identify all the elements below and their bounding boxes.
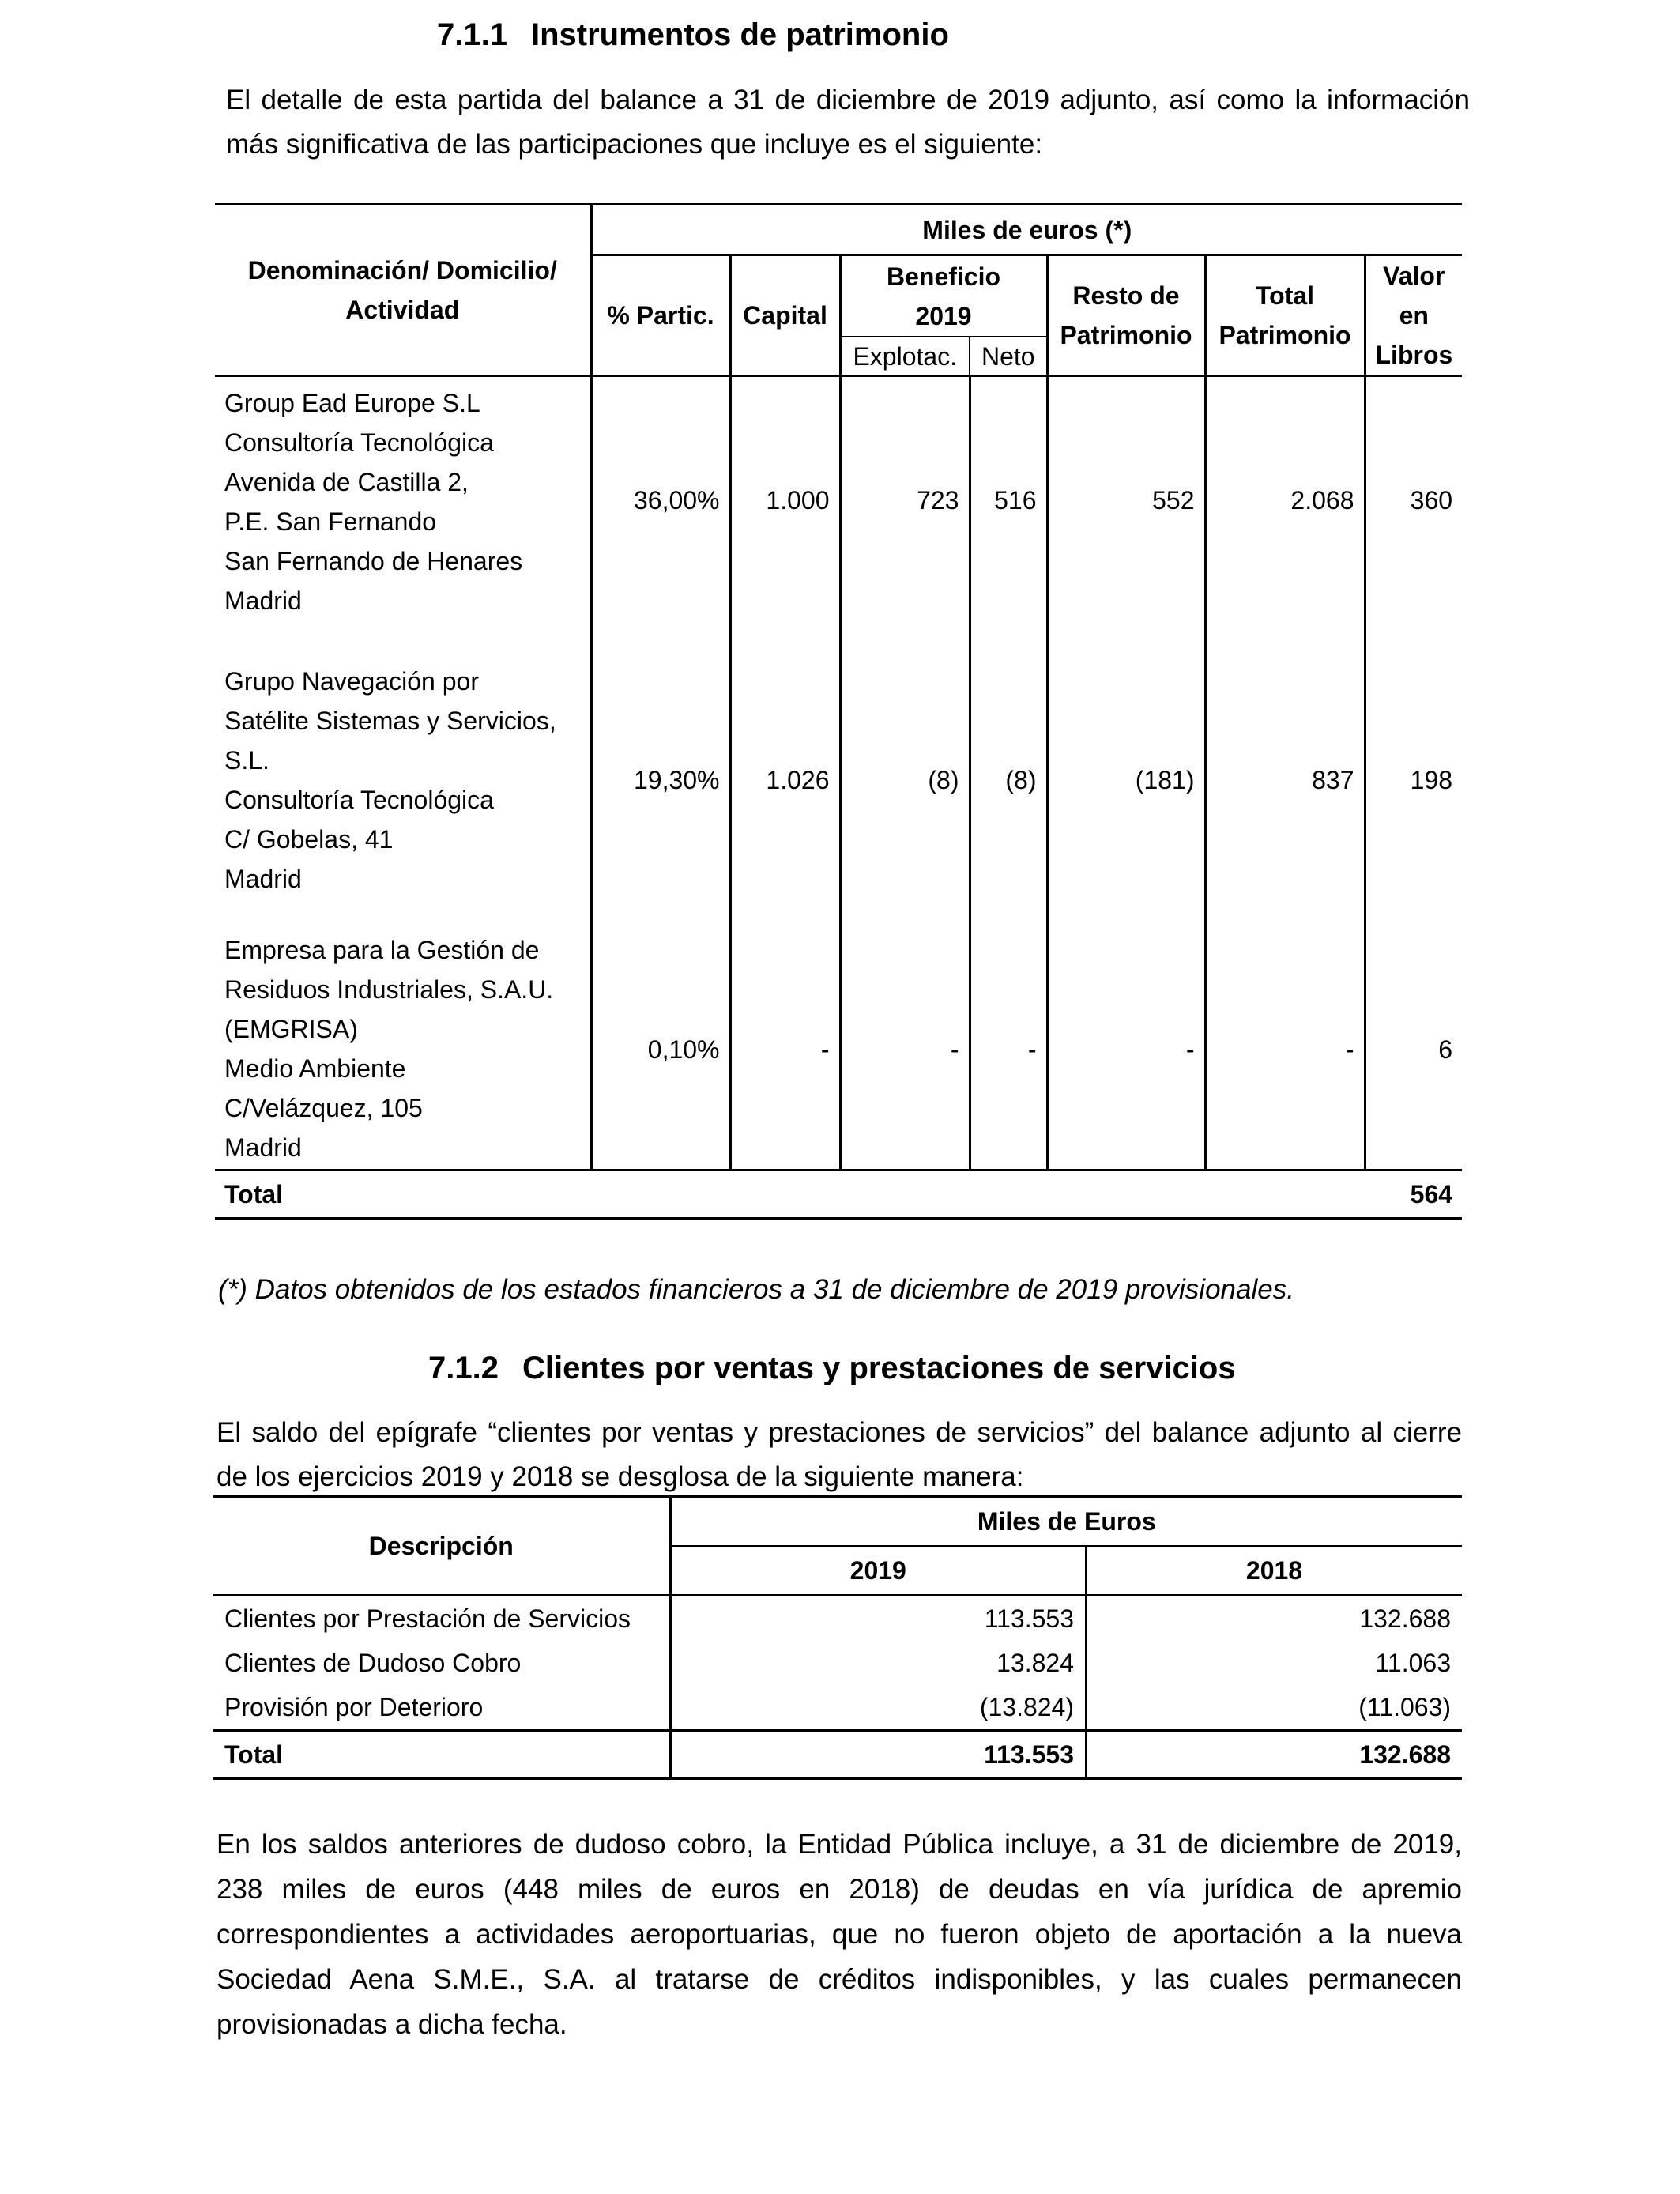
total-2018: 132.688 — [1086, 1731, 1462, 1779]
entity-line: Grupo Navegación por — [224, 667, 479, 696]
closing-line: Sociedad Aena S.M.E., S.A. al tratarse de créditos indisponibles, y las cuales permanecen — [217, 1964, 1462, 1995]
desc-cell: Clientes por Prestación de Servicios — [224, 1604, 631, 1633]
header-neto: Neto — [970, 337, 1047, 375]
total-label: Total — [215, 1171, 591, 1219]
entity-line: Madrid — [224, 865, 302, 893]
neto-cell: (8) — [970, 662, 1047, 930]
header-capital: Capital — [730, 255, 840, 376]
table-row — [215, 376, 1462, 662]
total-2019: 113.553 — [670, 1731, 1086, 1779]
table-total-row — [213, 1731, 1462, 1779]
entity-line: S.L. — [224, 746, 269, 775]
value-2019-cell: (13.824) — [670, 1685, 1086, 1731]
partic-cell: 19,30% — [591, 662, 730, 930]
value-2018-cell: 11.063 — [1086, 1641, 1462, 1685]
section-heading-7-1-2 — [428, 1349, 1236, 1387]
explotac-cell: - — [840, 930, 970, 1171]
header-text: Patrimonio — [1060, 321, 1192, 349]
section-title: Clientes por ventas y prestaciones de servicios — [522, 1351, 1236, 1385]
valor-libros-cell: 198 — [1365, 662, 1462, 930]
desc-cell: Clientes de Dudoso Cobro — [224, 1649, 522, 1677]
entity-line: (EMGRISA) — [224, 1015, 358, 1043]
entity-line: C/Velázquez, 105 — [224, 1094, 423, 1122]
capital-cell: 1.026 — [730, 662, 840, 930]
value-2019-cell: 13.824 — [670, 1641, 1086, 1685]
header-text: Resto de — [1072, 281, 1180, 310]
total-label: Total — [213, 1731, 670, 1779]
entity-line: P.E. San Fernando — [224, 507, 437, 536]
entity-line: Madrid — [224, 586, 302, 615]
table-row — [215, 930, 1462, 1171]
entity-line: Avenida de Castilla 2, — [224, 468, 469, 496]
header-group-miles: Miles de Euros — [670, 1497, 1462, 1547]
value-2019-cell: 113.553 — [670, 1596, 1086, 1642]
resto-cell: 552 — [1047, 376, 1205, 662]
explotac-cell: (8) — [840, 662, 970, 930]
total-patrimonio-cell: 2.068 — [1205, 376, 1365, 662]
closing-paragraph — [217, 1822, 1462, 2047]
section-number: 7.1.1 — [437, 17, 507, 52]
header-text: 2019 — [915, 301, 972, 330]
entity-cell — [215, 930, 591, 1171]
header-text: Denominación/ Domicilio/ — [247, 256, 557, 285]
table-row — [213, 1596, 1462, 1642]
header-beneficio — [840, 255, 1047, 337]
header-text: Valor — [1383, 262, 1445, 290]
entity-line: Consultoría Tecnológica — [224, 428, 494, 457]
entity-line: Group Ead Europe S.L — [224, 389, 480, 417]
header-text: Libros — [1375, 341, 1453, 369]
header-resto — [1047, 255, 1205, 376]
intro-line: más significativa de las participaciones que incluye es el siguiente: — [226, 129, 1043, 160]
header-explotac: Explotac. — [840, 337, 970, 375]
intro-line: de los ejercicios 2019 y 2018 se desglosa de la siguiente manera: — [217, 1461, 1024, 1492]
entity-line: C/ Gobelas, 41 — [224, 825, 394, 854]
partic-cell: 0,10% — [591, 930, 730, 1171]
closing-line: En los saldos anteriores de dudoso cobro, la Entidad Pública incluye, a 31 de diciembre de 2019, — [217, 1829, 1462, 1860]
closing-line: correspondientes a actividades aeroportuarias, que no fueron objeto de aportación a la nueva — [217, 1919, 1462, 1950]
entity-line: Residuos Industriales, S.A.U. — [224, 975, 554, 1004]
resto-cell: (181) — [1047, 662, 1205, 930]
entity-cell — [215, 662, 591, 930]
participations-table — [215, 203, 1462, 1220]
intro-line: El saldo del epígrafe “clientes por ventas y prestaciones de servicios” del balance adjunto al cierre — [217, 1417, 1462, 1448]
intro-paragraph-2 — [217, 1411, 1462, 1499]
header-2019: 2019 — [670, 1546, 1086, 1596]
section-number: 7.1.2 — [428, 1351, 499, 1385]
table-row — [213, 1685, 1462, 1731]
table-row — [213, 1641, 1462, 1685]
total-patrimonio-cell: - — [1205, 930, 1365, 1171]
total-patrimonio-cell: 837 — [1205, 662, 1365, 930]
header-text: en — [1399, 301, 1429, 330]
header-text: Actividad — [345, 296, 460, 324]
entity-line: San Fernando de Henares — [224, 547, 523, 575]
entity-cell — [215, 376, 591, 662]
resto-cell: - — [1047, 930, 1205, 1171]
capital-cell: 1.000 — [730, 376, 840, 662]
header-text: Patrimonio — [1219, 321, 1351, 349]
intro-paragraph-1 — [226, 78, 1470, 167]
intro-line: El detalle de esta partida del balance a 31 de diciembre de 2019 adjunto, así como la información — [226, 85, 1470, 115]
header-2018: 2018 — [1086, 1546, 1462, 1596]
table-footnote: (*) Datos obtenidos de los estados financieros a 31 de diciembre de 2019 provisionales. — [218, 1274, 1294, 1305]
header-total-patrimonio — [1205, 255, 1365, 376]
header-text: Total — [1255, 281, 1315, 310]
capital-cell: - — [730, 930, 840, 1171]
partic-cell: 36,00% — [591, 376, 730, 662]
closing-line: provisionadas a dicha fecha. — [217, 2009, 567, 2040]
valor-libros-cell: 360 — [1365, 376, 1462, 662]
header-text: Miles de euros (*) — [922, 216, 1132, 244]
clients-table — [213, 1495, 1462, 1780]
explotac-cell: 723 — [840, 376, 970, 662]
total-value: 564 — [1365, 1171, 1462, 1219]
header-valor-libros — [1365, 255, 1462, 376]
value-2018-cell: (11.063) — [1086, 1685, 1462, 1731]
value-2018-cell: 132.688 — [1086, 1596, 1462, 1642]
entity-line: Satélite Sistemas y Servicios, — [224, 707, 556, 735]
neto-cell: - — [970, 930, 1047, 1171]
table-row — [215, 662, 1462, 930]
section-title: Instrumentos de patrimonio — [530, 17, 949, 52]
header-group-miles — [591, 205, 1462, 256]
header-descripcion: Descripción — [213, 1497, 670, 1596]
valor-libros-cell: 6 — [1365, 930, 1462, 1171]
entity-line: Medio Ambiente — [224, 1054, 406, 1083]
entity-line: Madrid — [224, 1133, 302, 1162]
section-heading-7-1-1 — [437, 16, 949, 54]
entity-line: Empresa para la Gestión de — [224, 936, 540, 964]
table-total-row — [215, 1171, 1462, 1219]
desc-cell: Provisión por Deterioro — [224, 1693, 484, 1721]
header-entity — [215, 205, 591, 376]
entity-line: Consultoría Tecnológica — [224, 786, 494, 814]
header-partic: % Partic. — [591, 255, 730, 376]
closing-line: 238 miles de euros (448 miles de euros en 2018) de deudas en vía jurídica de apremio — [217, 1874, 1462, 1905]
neto-cell: 516 — [970, 376, 1047, 662]
header-text: Beneficio — [886, 262, 1001, 291]
